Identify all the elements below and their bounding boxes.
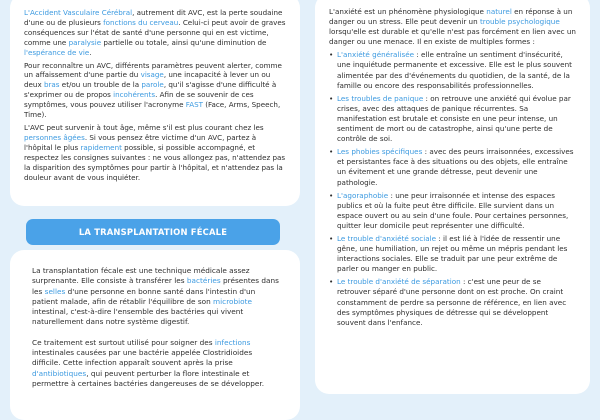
text-run: , qui peuvent perturber la flore intestinale et permettre à certaines bactéries dangereuses de se développer.	[32, 368, 265, 388]
highlighted-term: parole	[141, 80, 164, 90]
highlighted-term: L'anxiété généralisée	[337, 50, 415, 60]
anxiete-intro	[329, 7, 576, 47]
list-item	[337, 277, 576, 327]
highlighted-term: Le trouble d'anxiété de séparation	[337, 277, 461, 287]
highlighted-term: naturel	[486, 7, 512, 16]
text-run: d'une personne en bonne santé dans l'intestin d'un patient malade, afin de rétablir l'équilibre de son	[32, 286, 256, 306]
text-run: : on retrouve une anxiété qui évolue par crises, avec des attaques de panique récurrentes. Sa manifestation est brutale et consiste en une peur intense, un sentiment de mort ou de catastrophe, ainsi qu'une perte de contrôle de soi.	[337, 93, 571, 144]
text-run: L'AVC peut survenir à tout âge, même s'il est plus courant chez les	[24, 122, 264, 132]
text-run: : une peur irraisonnée et intense des espaces publics et où la fuite peut être difficile. Elle survient dans un espace ouvert ou au sein d'une foule. Pour certaines personnes, quitter leur domicile peut représenter une difficulté.	[337, 190, 569, 230]
text-run: intestinal, c'est-à-dire l'ensemble des bactéries qui vivent naturellement dans notre système digestif.	[32, 307, 244, 327]
highlighted-term: incohérents	[113, 90, 156, 100]
highlighted-term: bras	[43, 80, 60, 90]
highlighted-term: microbiote	[213, 296, 252, 306]
anxiete-forms-list	[329, 50, 576, 327]
transplantation-card	[10, 250, 300, 420]
transplantation-paragraph-2	[32, 338, 280, 389]
highlighted-term: Les troubles de panique	[337, 93, 424, 103]
highlighted-term: L'agoraphobie	[337, 190, 389, 200]
list-item	[337, 191, 576, 231]
highlighted-term: Les phobies spécifiques	[337, 147, 423, 157]
text-run: (Face, Arms, Speech, Time).	[24, 100, 281, 120]
text-run: , une incapacité à lever un ou deux	[24, 70, 271, 90]
text-run: partielle ou totale, ainsi qu'une diminution de	[101, 37, 267, 47]
highlighted-term: rapidement	[80, 142, 122, 152]
highlighted-term: l'espérance de vie	[24, 47, 90, 57]
list-item	[337, 234, 576, 274]
highlighted-term: fonctions du cerveau	[103, 17, 179, 27]
highlighted-term: Le trouble d'anxiété sociale	[337, 233, 437, 243]
highlighted-term: bactéries	[186, 276, 221, 286]
list-item	[337, 94, 576, 144]
text-run: intestinales causées par une bactérie appelée Clostridioides difficile. Cette infection apparaît souvent après la prise	[32, 348, 253, 368]
text-run: L'anxiété est un phénomène physiologique	[329, 7, 487, 16]
text-run: possible, si possible accompagné, et respectez les consignes suivantes : ne vous allongez pas, n'attendez pas la disparition des symptômes pour partir à l'hôpital, et n'attendez pas la douleur avant de vous inquiéter.	[24, 142, 286, 182]
text-run: , qu'il s'agisse d'une difficulté à s'exprimer ou de propos	[24, 80, 277, 100]
text-run: lorsqu'elle est durable et qu'elle n'est pas forcément en lien avec un danger ou une menace. Il en existe de multiples formes :	[329, 27, 576, 47]
highlighted-term: L'Accident Vasculaire Cérébral	[24, 8, 133, 17]
text-run: Pour reconnaître un AVC, différents paramètres peuvent alerter, comme un affaissement d'une partie du	[24, 60, 282, 80]
highlighted-term: trouble psychologique	[479, 17, 560, 27]
text-run: : il est lié à l'idée de ressentir une gêne, une humiliation, un rejet ou même un mépris pendant les interactions sociales. Elle se traduit par une peur extrême de parler ou manger en public.	[337, 233, 568, 274]
text-run: . Afin de se souvenir de ces symptômes, vous pouvez utiliser l'acronyme	[24, 90, 254, 110]
highlighted-term: selles	[44, 286, 66, 296]
highlighted-term: personnes âgées	[24, 132, 85, 142]
highlighted-term: visage	[140, 70, 164, 80]
highlighted-term: paralysie	[68, 37, 102, 47]
avc-paragraph-3	[24, 123, 286, 182]
text-run: : elle entraîne un sentiment d'insécurité, une inquiétude permanente et excessive. Elle est le plus souvent alimentée par des d'événements du quotidien, de la santé, de la famille ou encore des responsabilités professionnelles.	[337, 50, 572, 90]
text-run: . Si vous pensez être victime d'un AVC, partez à l'hôpital le plus	[24, 132, 257, 152]
text-run: . Celui-ci peut avoir de graves conséquences sur l'état de santé d'une personne qui en est victime, comme une	[24, 17, 286, 47]
text-run: Ce traitement est surtout utilisé pour soigner des	[32, 337, 215, 347]
text-run: .	[89, 47, 92, 57]
text-run: : c'est une peur de se retrouver séparé d'une personne dont on est proche. On craint constamment de perdre sa personne de référence, en lien avec des symptômes physiques de détresse qui se développent souvent dans l'enfance.	[337, 277, 567, 327]
avc-card	[10, 0, 300, 206]
text-run: , autrement dit AVC, est la perte soudaine d'une ou de plusieurs	[24, 8, 283, 27]
text-run: et/ou un trouble de la	[59, 80, 142, 90]
list-item	[337, 147, 576, 187]
highlighted-term: FAST	[185, 100, 203, 110]
text-run: en réponse à un danger ou un stress. Elle peut devenir un	[329, 7, 573, 27]
highlighted-term: infections	[214, 337, 251, 347]
text-run: présentes dans les	[32, 276, 279, 296]
highlighted-term: d'antibiotiques	[32, 368, 87, 378]
text-run: : avec des peurs irraisonnées, excessives et persistantes face à des situations ou des objets, elle entraîne un évitement et une grande détresse, peut devenir une pathologie.	[337, 147, 574, 187]
anxiete-card	[315, 0, 590, 394]
avc-paragraph-2	[24, 61, 286, 120]
text-run: La transplantation fécale est une technique médicale assez surprenante. Elle consiste à transférer les	[32, 266, 250, 286]
transplantation-paragraph-1	[32, 266, 280, 328]
list-item	[337, 50, 576, 90]
section-banner-transplantation-fecale: LA TRANSPLANTATION FÉCALE	[26, 219, 280, 245]
avc-paragraph-1	[24, 8, 286, 58]
